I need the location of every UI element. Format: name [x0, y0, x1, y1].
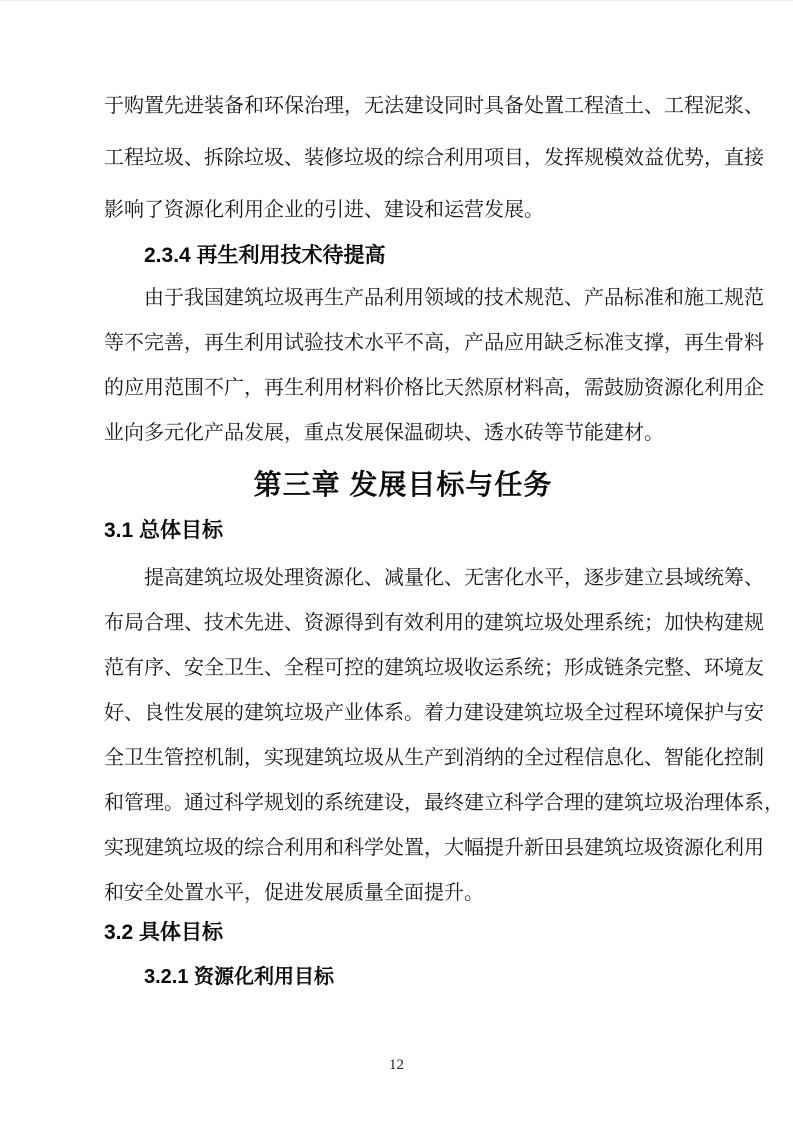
- heading-3-2: 3.2 具体目标: [104, 921, 224, 944]
- text-line: 影响了资源化利用企业的引进、建设和运营发展。: [104, 199, 544, 221]
- text-line: 实现建筑垃圾的综合利用和科学处置，大幅提升新田县建筑垃圾资源化利用: [104, 837, 764, 859]
- page-number: 12: [389, 1057, 404, 1073]
- paragraph-3-1: [104, 556, 784, 916]
- text-line: 范有序、安全卫生、全程可控的建筑垃圾收运系统；形成链条完整、环境友: [104, 657, 764, 679]
- text-line: 于购置先进装备和环保治理，无法建设同时具备处置工程渣土、工程泥浆、: [104, 95, 764, 117]
- paragraph-2-3-4: [104, 276, 764, 456]
- paragraph-continuation: [104, 80, 764, 236]
- text-line: 等不完善，再生利用试验技术水平不高，产品应用缺乏标准支撑，再生骨料: [104, 332, 764, 354]
- text-line: 全卫生管控机制，实现建筑垃圾从生产到消纳的全过程信息化、智能化控制: [104, 747, 764, 769]
- text-line: 布局合理、技术先进、资源得到有效利用的建筑垃圾处理系统；加快构建规: [104, 612, 764, 634]
- heading-3-1: 3.1 总体目标: [104, 519, 224, 542]
- text-line: 工程垃圾、拆除垃圾、装修垃圾的综合利用项目，发挥规模效益优势，直接: [104, 147, 764, 169]
- text-line: 和安全处置水平，促进发展质量全面提升。: [104, 882, 484, 904]
- heading-2-3-4: 2.3.4 再生利用技术待提高: [144, 244, 386, 267]
- text-line: 业向多元化产品发展，重点发展保温砌块、透水砖等节能建材。: [104, 422, 664, 444]
- text-line: 提高建筑垃圾处理资源化、减量化、无害化水平，逐步建立县域统筹、: [144, 567, 764, 589]
- text-line: 和管理。通过科学规划的系统建设，最终建立科学合理的建筑垃圾治理体系，: [104, 792, 784, 814]
- chapter-heading: 第三章 发展目标与任务: [253, 469, 553, 500]
- text-line: 由于我国建筑垃圾再生产品利用领域的技术规范、产品标准和施工规范: [144, 287, 764, 309]
- text-line: 好、良性发展的建筑垃圾产业体系。着力建设建筑垃圾全过程环境保护与安: [104, 702, 764, 724]
- text-line: 的应用范围不广，再生利用材料价格比天然原材料高，需鼓励资源化利用企: [104, 377, 764, 399]
- heading-3-2-1: 3.2.1 资源化利用目标: [144, 966, 335, 988]
